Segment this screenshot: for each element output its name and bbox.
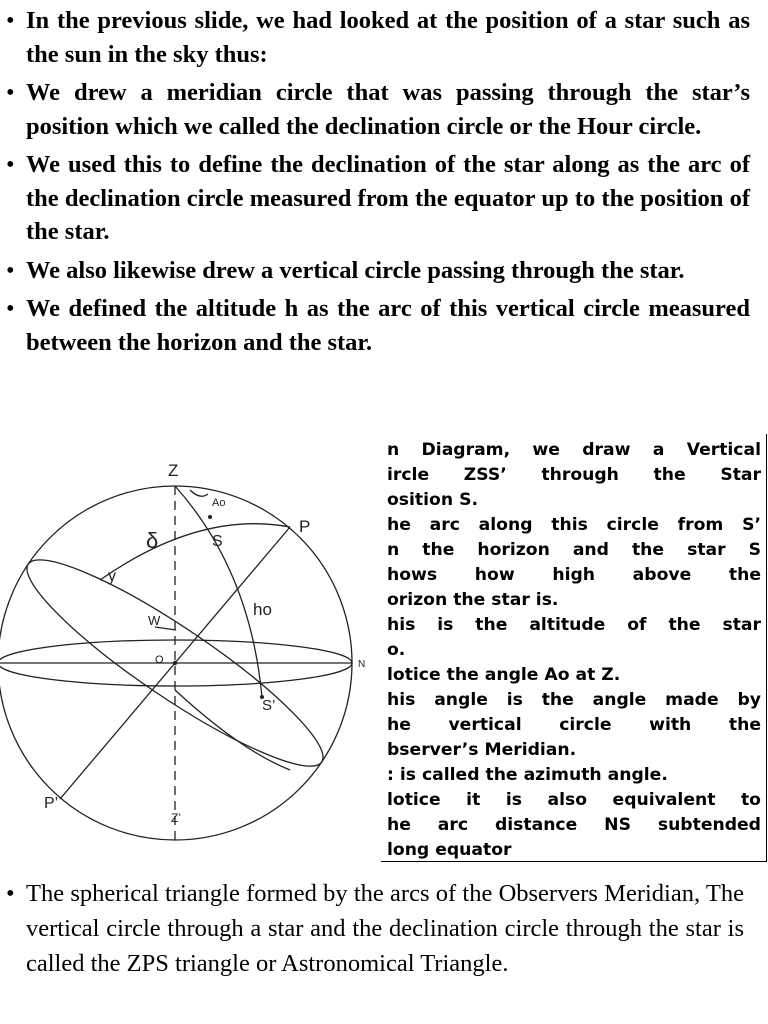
bullet-text: The spherical triangle formed by the arcs of the Observers Meridian, The vertical circle through a star and the declination circle through the star is called the ZPS triangle or Astronomical Triangle.: [26, 880, 744, 977]
panel-line: bserver’s Meridian.: [387, 740, 577, 760]
panel-line: n the horizon and the star S: [387, 540, 761, 560]
center-point: [173, 661, 177, 665]
label-s-prime: S’: [262, 697, 276, 714]
vertical-circle-arc: [175, 486, 262, 697]
azimuth-angle-arc: [190, 490, 208, 496]
panel-line: n Diagram, we draw a Vertical: [387, 440, 761, 460]
bullet-marker: •: [6, 7, 15, 34]
label-ao: Ao: [212, 497, 226, 509]
panel-line: lotice the angle Ao at Z.: [387, 665, 621, 685]
panel-line: o.: [387, 640, 406, 660]
panel-line: orizon the star is.: [387, 590, 559, 610]
panel-line: long equator: [387, 840, 512, 860]
bullet-marker: •: [6, 151, 15, 178]
declination-arc: [100, 524, 290, 580]
bullet-marker: •: [6, 295, 15, 322]
panel-line: osition S.: [387, 490, 478, 510]
panel-line: : is called the azimuth angle.: [387, 765, 668, 785]
panel-line: he arc distance NS subtended: [387, 815, 761, 835]
bullet-item: [6, 76, 750, 143]
panel-line: his angle is the angle made by: [387, 690, 761, 710]
label-z-prime: Z’: [171, 811, 181, 825]
celestial-sphere-svg: [0, 450, 380, 850]
label-n: N: [358, 659, 366, 670]
panel-line: lotice it is also equivalent to: [387, 790, 761, 810]
bottom-bullet-list: [6, 876, 744, 981]
bullet-text: In the previous slide, we had looked at the position of a star such as the sun in the sky thus:: [26, 7, 750, 68]
bullet-text: We used this to define the declination of the star along as the arc of the declination circle measured from the equator up to the position of the star.: [26, 151, 750, 245]
star-point: [208, 515, 212, 519]
label-o: O: [155, 654, 164, 666]
panel-line: his is the altitude of the star: [387, 615, 761, 635]
bullet-text: We defined the altitude h as the arc of this vertical circle measured between the horizon and the star.: [26, 295, 750, 356]
bullet-marker: •: [6, 256, 15, 284]
bullet-text: We also likewise drew a vertical circle passing through the star.: [26, 256, 685, 284]
panel-line: hows how high above the: [387, 565, 761, 585]
bullet-item: [6, 876, 744, 981]
bullet-item: [6, 148, 750, 249]
bullet-item: [6, 4, 750, 71]
label-s: S: [212, 533, 223, 550]
label-p-prime: P’: [44, 795, 59, 812]
bullet-marker: •: [6, 79, 15, 106]
label-z: Z: [168, 461, 179, 480]
bullet-marker: •: [6, 880, 15, 907]
bullet-text: We drew a meridian circle that was passing through the star’s position which we called the declination circle or the Hour circle.: [26, 79, 750, 140]
celestial-sphere-diagram: [0, 450, 380, 850]
label-delta: δ: [146, 528, 159, 553]
label-p: P: [299, 517, 311, 536]
panel-line: ircle ZSS’ through the Star: [387, 465, 761, 485]
bullet-item: [6, 254, 750, 288]
top-bullet-list: [6, 4, 750, 364]
label-w: W: [148, 613, 161, 628]
label-y: y: [108, 568, 116, 585]
label-ho: ho: [253, 600, 272, 619]
panel-line: he vertical circle with the: [387, 715, 761, 735]
explanation-panel: [381, 434, 767, 862]
panel-line: he arc along this circle from S’: [387, 515, 761, 535]
bullet-item: [6, 292, 750, 359]
